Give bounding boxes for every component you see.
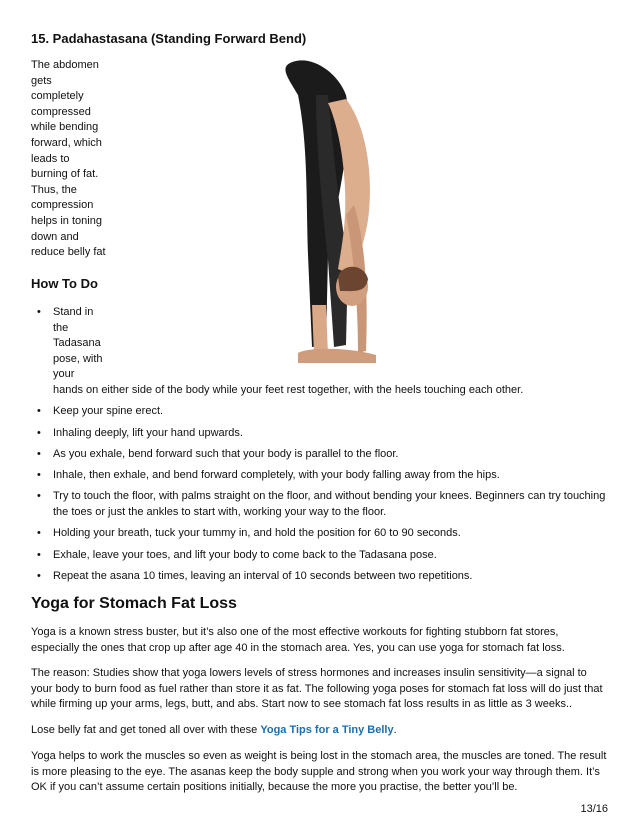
paragraph: Lose belly fat and get toned all over with these Yoga Tips for a Tiny Belly. xyxy=(31,724,397,736)
steps-list xyxy=(31,305,611,590)
list-item: • Keep your spine erect. xyxy=(31,404,611,420)
how-to-heading: How To Do xyxy=(31,276,98,291)
list-item: • Try to touch the floor, with palms straight on the floor, and without bending your knees. Beginners can try touching the toes or just the ankles to start with, working your way to the floor. xyxy=(31,489,611,520)
list-item: • Stand in the Tadasana pose, with your hands on either side of the body while your feet rest together, with the heels touching each other. xyxy=(31,305,611,399)
list-item: • Inhaling deeply, lift your hand upwards. xyxy=(31,426,611,442)
paragraph: Yoga helps to work the muscles so even as weight is being lost in the stomach area, the muscles are toned. The result is more pleasing to the eye. The asanas keep the body supple and strong when you work your way through them. It’s OK if you can’t assume certain positions initially, because the more you practise, the better you’ll be. xyxy=(31,750,607,794)
yoga-heading: Yoga for Stomach Fat Loss xyxy=(31,595,237,612)
list-item: • Exhale, leave your toes, and lift your body to come back to the Tadasana pose. xyxy=(31,548,611,564)
section-title: 15. Padahastasana (Standing Forward Bend) xyxy=(31,31,307,46)
list-item: • Holding your breath, tuck your tummy in, and hold the position for 60 to 90 seconds. xyxy=(31,526,611,542)
page-number: 13/16 xyxy=(580,803,608,815)
list-item: • Inhale, then exhale, and bend forward completely, with your body falling away from the hips. xyxy=(31,468,611,484)
paragraph: Yoga is a known stress buster, but it’s also one of the most effective workouts for fighting stubborn fat stores, especially the ones that crop up after age 40 in the stomach area. Yes, you can use yoga for stomach fat loss. xyxy=(31,626,565,654)
intro-text: The abdomen gets completely compressed while bending forward, which leads to burning of fat. Thus, the compression helps in toning down and reduce belly fat xyxy=(31,59,106,259)
yoga-tips-link[interactable]: Yoga Tips for a Tiny Belly xyxy=(260,724,394,736)
paragraph: The reason: Studies show that yoga lowers levels of stress hormones and increases insulin sensitivity—a signal to your body to burn food as fuel rather than store it as fat. The following yoga poses for stomach fat loss will do just that while firming up your arms, legs, butt, and abs. Start now to see stomach fat loss results in as little as 3 weeks.. xyxy=(31,667,603,711)
list-item: • Repeat the asana 10 times, leaving an interval of 10 seconds between two repetitions. xyxy=(31,569,611,585)
list-item: • As you exhale, bend forward such that your body is parallel to the floor. xyxy=(31,447,611,463)
